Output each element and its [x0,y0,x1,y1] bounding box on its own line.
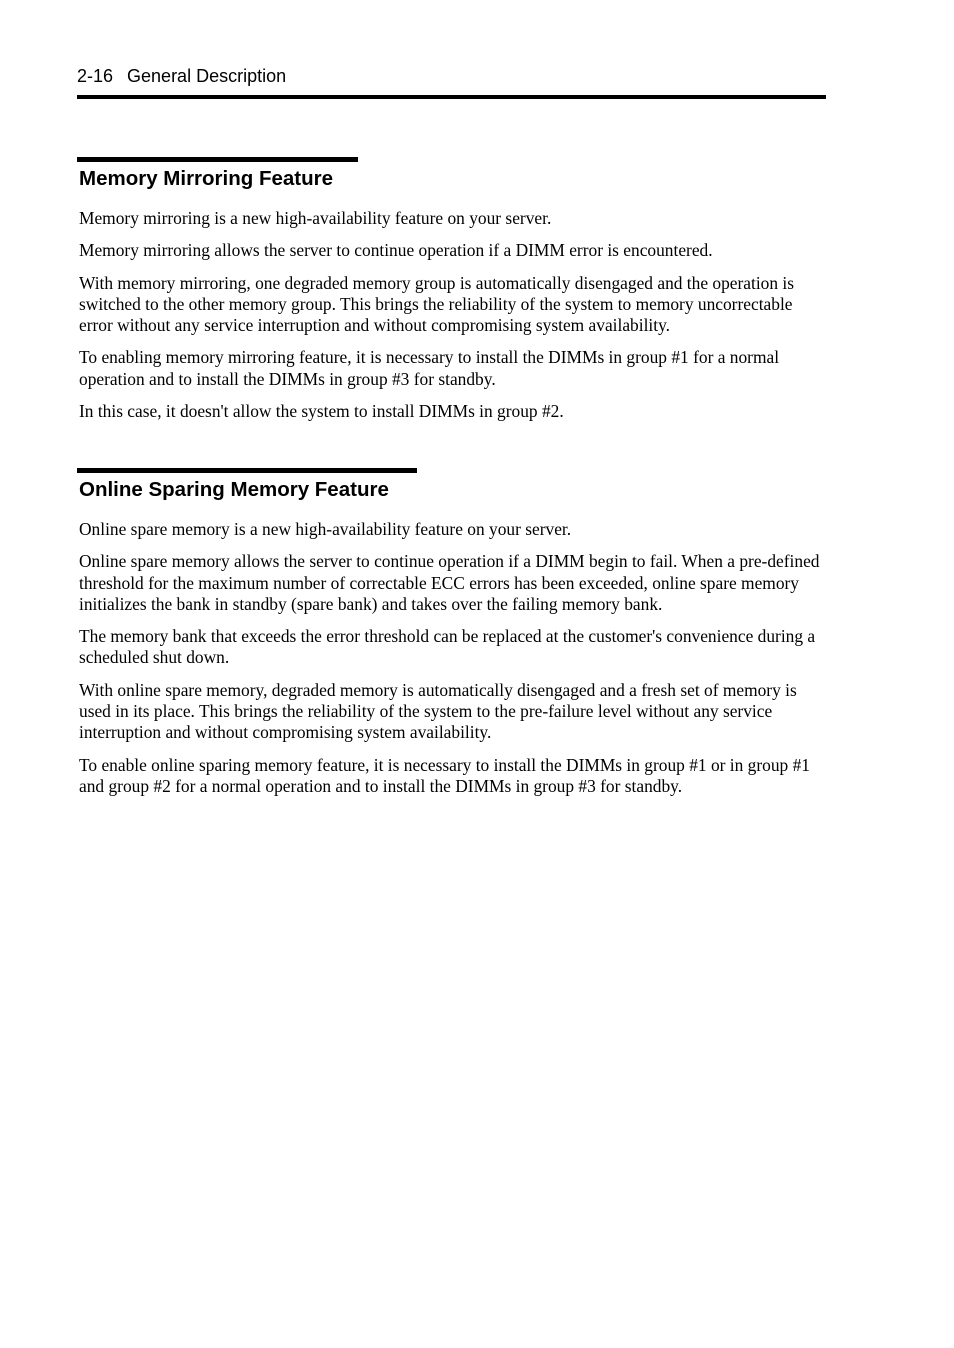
paragraph: With memory mirroring, one degraded memory group is automatically disengaged and the operation is switched to the other memory group. This brings the reliability of the system to memory uncorrectable error without any service interruption and without compromising system availability. [79,272,795,336]
section-body [77,519,826,797]
section-title: Online Sparing Memory Feature [79,478,389,501]
page-header [77,64,826,88]
paragraph: To enable online sparing memory feature, it is necessary to install the DIMMs in group #1 or in group #1 and group #2 for a normal operation and to install the DIMMs in group #3 for standby. [79,754,810,796]
section-title: Memory Mirroring Feature [79,167,334,190]
section-online-sparing [77,468,826,808]
section-memory-mirroring [77,157,826,433]
paragraph: To enabling memory mirroring feature, it is necessary to install the DIMMs in group #1 for a normal operation and to install the DIMMs in group #3 for standby. [79,347,780,389]
paragraph: The memory bank that exceeds the error threshold can be replaced at the customer's convenience during a scheduled shut down. [79,626,816,668]
paragraph: Online spare memory allows the server to continue operation if a DIMM begin to fail. When a pre-defined threshold for the maximum number of correctable ECC errors has been exceeded, online spare memory initializes the bank in standby (spare bank) and takes over the failing memory bank. [79,551,820,614]
paragraph: Memory mirroring allows the server to continue operation if a DIMM error is encountered. [79,240,713,261]
paragraph: Online spare memory is a new high-availability feature on your server. [79,519,572,539]
header-rule [77,95,826,99]
section-title-bar [77,157,358,162]
page-number: 2-16 [77,66,114,86]
section-body [77,208,826,422]
paragraph: Memory mirroring is a new high-availability feature on your server. [79,208,552,228]
paragraph: In this case, it doesn't allow the system to install DIMMs in group #2. [79,401,564,422]
chapter-title: General Description [127,66,287,86]
section-title-bar [77,468,417,473]
paragraph: With online spare memory, degraded memory is automatically disengaged and a fresh set of memory is used in its place. This brings the reliability of the system to the pre-failure level without any service interruption and without compromising system availability. [79,679,797,743]
